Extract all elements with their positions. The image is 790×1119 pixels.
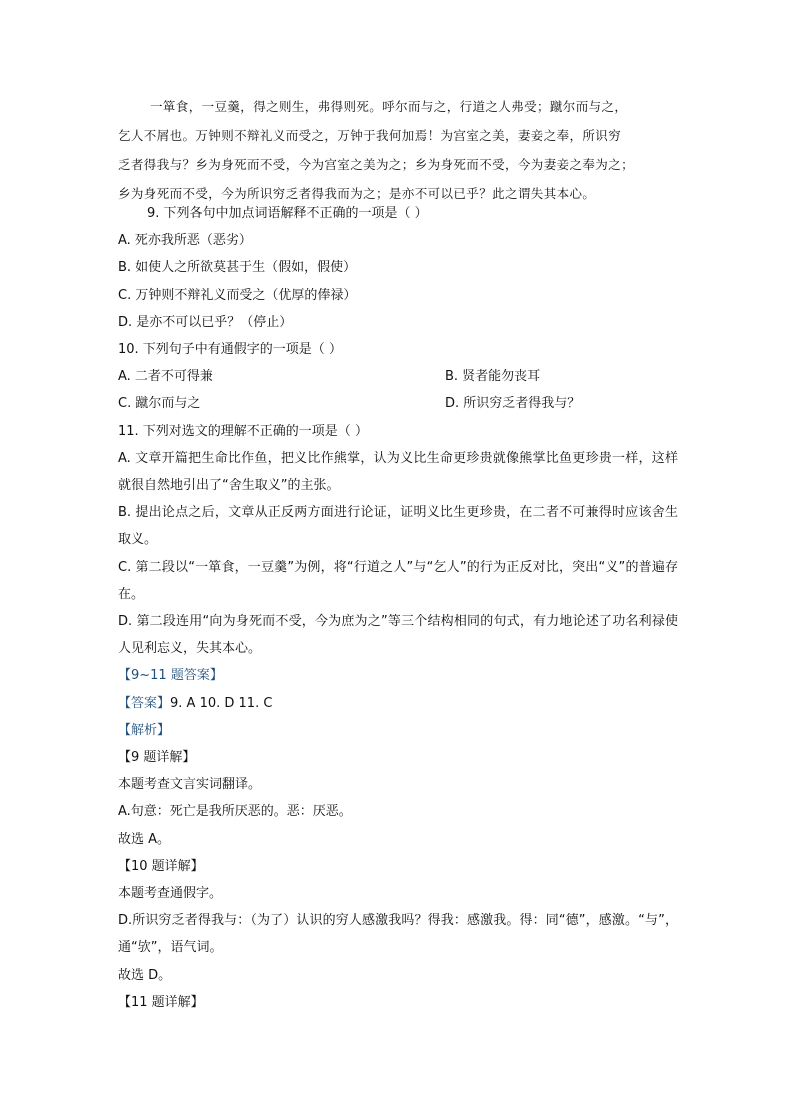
questions-body xyxy=(118,200,678,1016)
detail9-header: 【9 题详解】 xyxy=(118,750,196,766)
q11-option-a: A. 文章开篇把生命比作鱼，把义比作熊掌，认为义比生命更珍贵就像熊掌比鱼更珍贵一样，这样就很自然地引出了“舍生取义”的主张。 xyxy=(118,450,678,493)
answer-label: 【答案】 xyxy=(118,695,171,711)
q10-option-c: C. 蹴尔而与之 xyxy=(118,396,201,412)
detail10-intro: 本题考查通假字。 xyxy=(118,886,223,902)
q9-option-c: C. 万钟则不辩礼义而受之（优厚的俸禄） xyxy=(118,287,357,303)
answer-section-header: 【9~11 题答案】 xyxy=(118,668,223,684)
detail10-header: 【10 题详解】 xyxy=(118,858,204,874)
q10-option-a: A. 二者不可得兼 xyxy=(118,369,213,385)
detail9-explain: A.句意：死亡是我所厌恶的。恶：厌恶。 xyxy=(118,804,352,820)
detail9-choice: 故选 A。 xyxy=(118,831,171,847)
passage-line: 乞人不屑也。万钟则不辩礼义而受之，万钟于我何加焉！为宫室之美，妻妾之奉，所识穷 xyxy=(118,128,622,143)
q11-option-b: B. 提出论点之后，文章从正反两方面进行论证，证明义比生更珍贵，在二者不可兼得时应该舍生取义。 xyxy=(118,505,678,548)
q10-option-b: B. 贤者能勿丧耳 xyxy=(445,369,541,385)
passage-line: 乡为身死而不受，今为所识穷乏者得我而为之；是亦不可以已乎？此之谓失其本心。 xyxy=(118,186,596,201)
q10-options-row-1 xyxy=(118,363,678,390)
detail9-intro: 本题考查文言实词翻译。 xyxy=(118,777,262,793)
answer-values: 9. A 10. D 11. C xyxy=(170,695,273,711)
detail10-explain: D.所识穷乏者得我与：（为了）认识的穷人感激我吗？得我：感激我。得：同“德”，感激。“与”，通“欤”，语气词。 xyxy=(118,913,678,956)
q9-option-d: D. 是亦不可以已乎？（停止） xyxy=(118,314,293,330)
analysis-label: 【解析】 xyxy=(118,722,171,738)
passage-line: 一箪食，一豆羹，得之则生，弗得则死。呼尔而与之，行道之人弗受；蹴尔而与之， xyxy=(150,99,628,114)
q11-option-c: C. 第二段以“一箪食，一豆羹”为例，将“行道之人”与“乞人”的行为正反对比，突出“义”的普遍存在。 xyxy=(118,559,678,602)
q11-stem: 11. 下列对选文的理解不正确的一项是（ ） xyxy=(118,423,368,439)
q9-option-b: B. 如使人之所欲莫甚于生（假如，假使） xyxy=(118,260,357,276)
q9-option-a: A. 死亦我所恶（恶劣） xyxy=(118,233,252,249)
q10-options-row-2 xyxy=(118,390,678,417)
detail10-choice: 故选 D。 xyxy=(118,967,172,983)
q10-stem: 10. 下列句子中有通假字的一项是（ ） xyxy=(118,342,342,358)
answer-line xyxy=(118,690,678,717)
classical-passage xyxy=(118,92,678,208)
q11-option-d: D. 第二段连用“向为身死而不受，今为庶为之”等三个结构相同的句式，有力地论述了功名利禄使人见利忘义，失其本心。 xyxy=(118,614,678,657)
passage-line: 乏者得我与？乡为身死而不受，今为宫室之美为之；乡为身死而不受，今为妻妾之奉为之； xyxy=(118,157,635,172)
q10-option-d: D. 所识穷乏者得我与？ xyxy=(445,396,581,412)
detail11-header: 【11 题详解】 xyxy=(118,994,204,1010)
q9-stem: 9. 下列各句中加点词语解释不正确的一项是（ ） xyxy=(147,206,428,221)
